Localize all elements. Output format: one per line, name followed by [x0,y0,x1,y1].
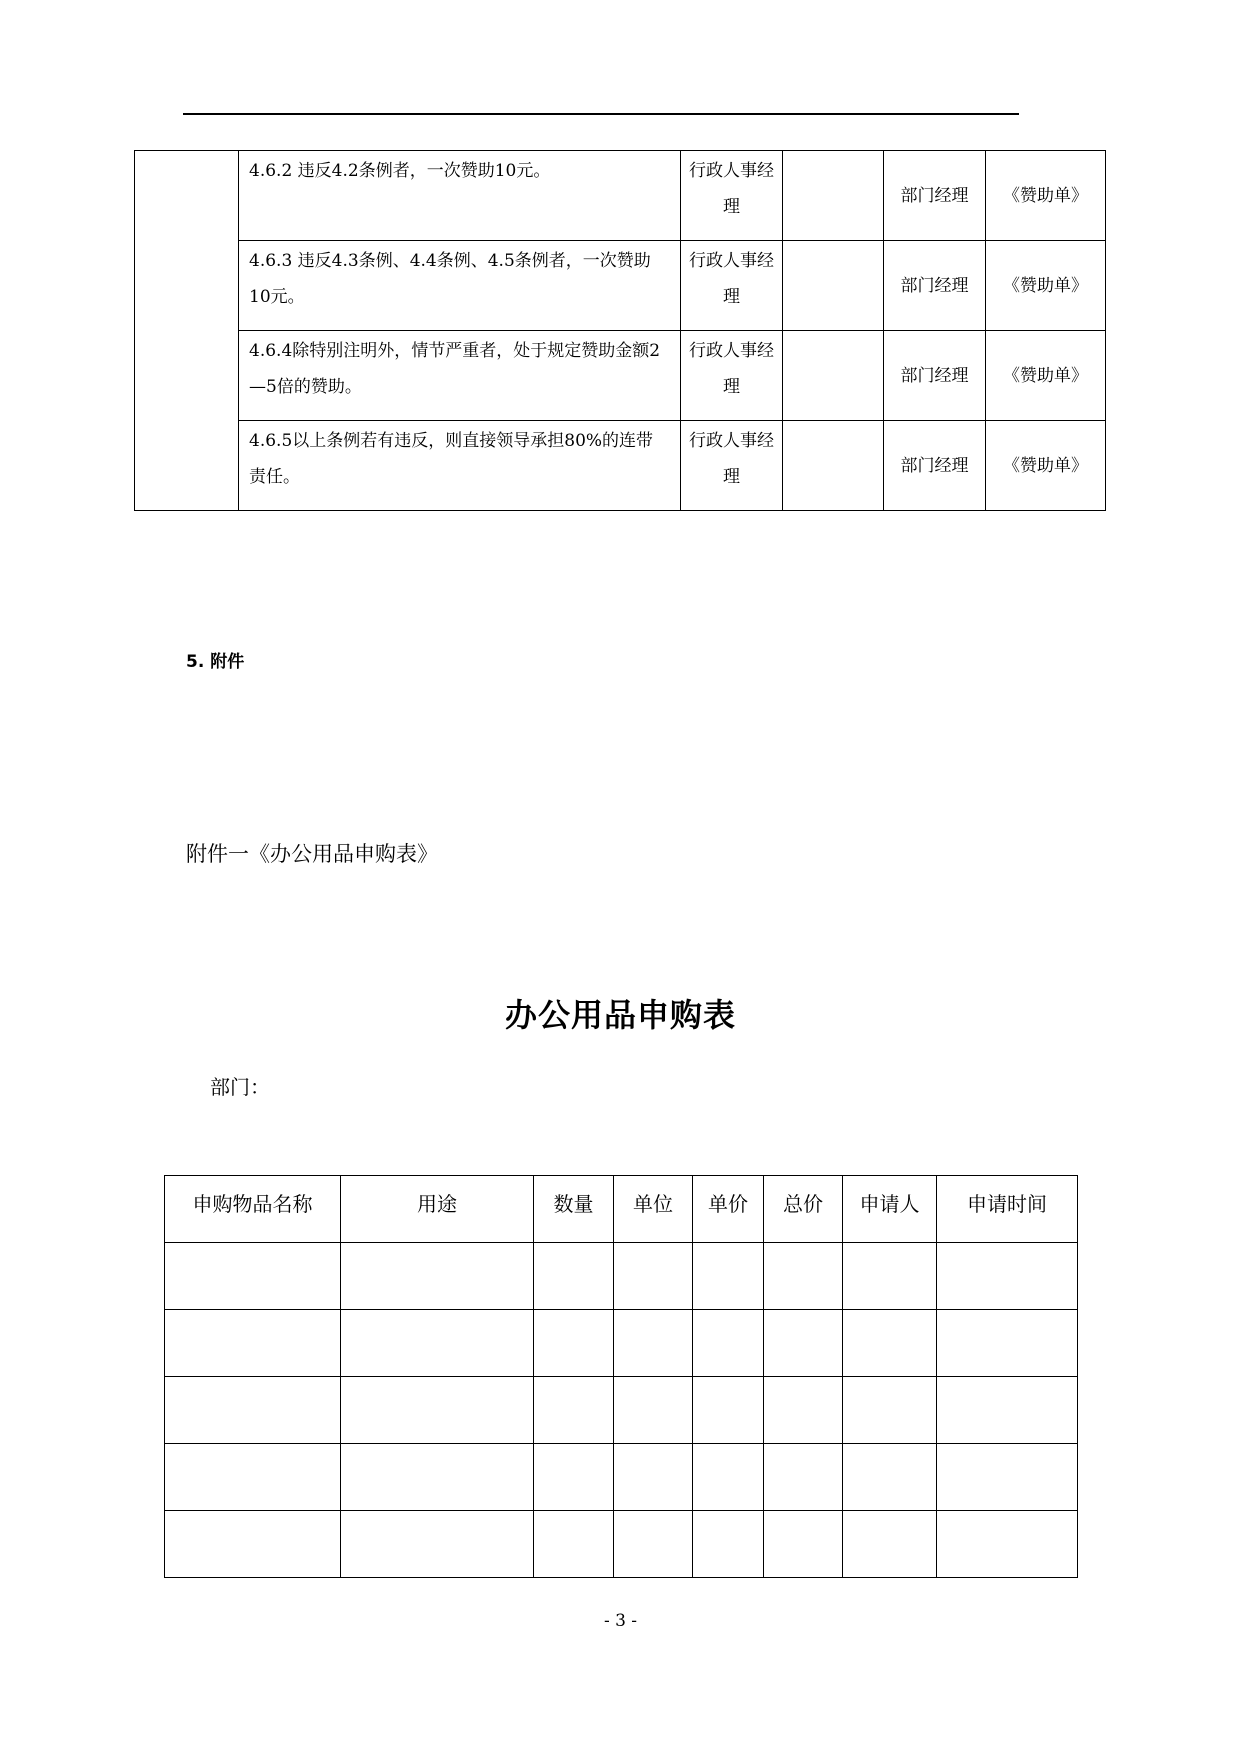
page-number: - 3 - [603,1611,638,1631]
rules-table [134,150,1106,511]
column-header: 申请时间 [937,1176,1078,1243]
department-label: 部门： [210,1075,270,1099]
empty-cell [783,421,884,511]
table-row [165,1377,1078,1444]
table-cell[interactable] [614,1377,693,1444]
column-header: 申请人 [843,1176,937,1243]
column-header: 申购物品名称 [165,1176,341,1243]
table-cell[interactable] [843,1511,937,1578]
table-cell[interactable] [843,1243,937,1310]
table-cell[interactable] [165,1243,341,1310]
table-row [135,421,1106,511]
rule-description: 4.6.5以上条例若有违反，则直接领导承担80%的连带责任。 [239,421,681,511]
executor-cell: 行政人事经理 [681,331,783,421]
approver-cell: 部门经理 [884,421,986,511]
executor-cell: 行政人事经理 [681,421,783,511]
table-cell[interactable] [341,1377,534,1444]
table-cell[interactable] [764,1310,843,1377]
rule-description: 4.6.2 违反4.2条例者，一次赞助10元。 [239,151,681,241]
merged-category-cell [135,151,239,511]
table-cell[interactable] [341,1310,534,1377]
approver-cell: 部门经理 [884,331,986,421]
document-cell: 《赞助单》 [986,421,1106,511]
attachment-line: 附件一《办公用品申购表》 [186,842,438,866]
table-row [135,151,1106,241]
approver-cell: 部门经理 [884,241,986,331]
table-cell[interactable] [693,1377,764,1444]
table-cell[interactable] [764,1444,843,1511]
table-row [135,241,1106,331]
table-cell[interactable] [937,1377,1078,1444]
table-cell[interactable] [693,1243,764,1310]
table-header-row [165,1176,1078,1243]
purchase-request-table [164,1175,1078,1578]
column-header: 总价 [764,1176,843,1243]
table-cell[interactable] [693,1310,764,1377]
table-cell[interactable] [614,1310,693,1377]
table-cell[interactable] [937,1444,1078,1511]
table-cell[interactable] [341,1444,534,1511]
table-cell[interactable] [843,1444,937,1511]
table-cell[interactable] [534,1310,614,1377]
table-cell[interactable] [693,1444,764,1511]
document-cell: 《赞助单》 [986,241,1106,331]
table-cell[interactable] [165,1444,341,1511]
table-cell[interactable] [341,1243,534,1310]
executor-cell: 行政人事经理 [681,241,783,331]
table-cell[interactable] [534,1377,614,1444]
table-cell[interactable] [937,1310,1078,1377]
table-cell[interactable] [341,1511,534,1578]
empty-cell [783,151,884,241]
column-header: 用途 [341,1176,534,1243]
table-row [165,1243,1078,1310]
table-cell[interactable] [764,1243,843,1310]
table-cell[interactable] [764,1511,843,1578]
table-cell[interactable] [764,1377,843,1444]
table-cell[interactable] [534,1444,614,1511]
column-header: 单价 [693,1176,764,1243]
executor-cell: 行政人事经理 [681,151,783,241]
column-header: 单位 [614,1176,693,1243]
header-rule [183,113,1019,115]
empty-cell [783,331,884,421]
table-cell[interactable] [693,1511,764,1578]
table-cell[interactable] [937,1243,1078,1310]
table-cell[interactable] [165,1511,341,1578]
table-row [165,1444,1078,1511]
table-cell[interactable] [534,1511,614,1578]
rule-description: 4.6.3 违反4.3条例、4.4条例、4.5条例者，一次赞助10元。 [239,241,681,331]
table-cell[interactable] [614,1243,693,1310]
table-row [165,1511,1078,1578]
column-header: 数量 [534,1176,614,1243]
table-row [165,1310,1078,1377]
section-heading: 5. 附件 [186,652,245,672]
rule-description: 4.6.4除特别注明外，情节严重者，处于规定赞助金额2—5倍的赞助。 [239,331,681,421]
table-cell[interactable] [843,1310,937,1377]
empty-cell [783,241,884,331]
table-row [135,331,1106,421]
table-cell[interactable] [165,1377,341,1444]
form-title: 办公用品申购表 [504,996,736,1034]
table-cell[interactable] [843,1377,937,1444]
approver-cell: 部门经理 [884,151,986,241]
table-cell[interactable] [534,1243,614,1310]
document-cell: 《赞助单》 [986,331,1106,421]
table-cell[interactable] [614,1444,693,1511]
table-cell[interactable] [614,1511,693,1578]
document-cell: 《赞助单》 [986,151,1106,241]
table-cell[interactable] [937,1511,1078,1578]
table-cell[interactable] [165,1310,341,1377]
